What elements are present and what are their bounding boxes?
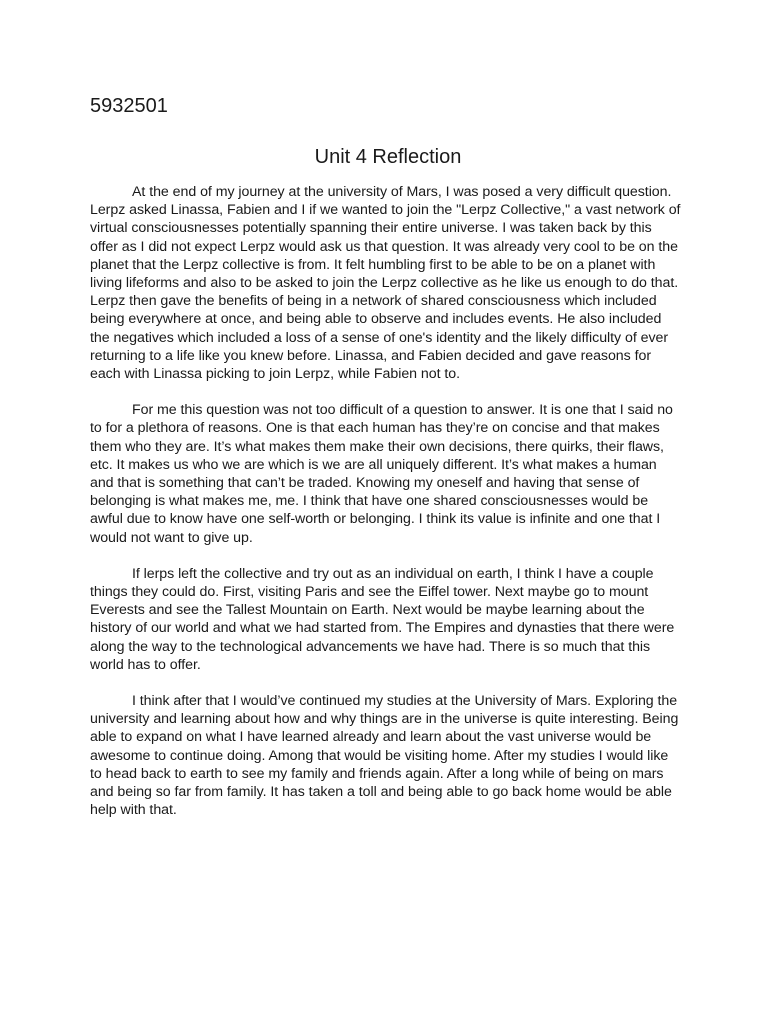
- page-title: Unit 4 Reflection: [314, 146, 462, 168]
- paragraph-3: If lerps left the collective and try out as an individual on earth, I think I have a couple things they could do. First, visiting Paris and see the Eiffel tower. Next maybe go to mount Everests and see the Tallest Mountain on Earth. Next would be maybe learning about the history of our world and what we had started from. The Empires and dynasties that there were along the way to the technological advancements we have had. There is so much that this world has to offer.: [90, 565, 675, 673]
- student-id: 5932501: [90, 95, 168, 117]
- paragraph-1: At the end of my journey at the university of Mars, I was posed a very difficult question. Lerpz asked Linassa, Fabien and I if we wanted to join the "Lerpz Collective," a vast network of virtual consciousnesses potentially spanning their entire universe. I was taken back by this offer as I did not expect Lerpz would ask us that question. It was already very cool to be on the planet that the Lerpz collective is from. It felt humbling first to be able to be on a planet with living lifeforms and also to be asked to join the Lerpz collective as he like us enough to do that. Lerpz then gave the benefits of being in a network of shared consciousness which included being everywhere at once, and being able to observe and includes events. He also included the negatives which included a loss of a sense of one's identity and the likely difficulty of ever returning to a life like you knew before. Linassa, and Fabien decided and gave reasons for each with Linassa picking to join Lerpz, while Fabien not to.: [90, 184, 681, 383]
- paragraph-4: I think after that I would’ve continued my studies at the University of Mars. Exploring the university and learning about how and why things are in the universe is quite interesting. Being able to expand on what I have learned already and learn about the vast universe would be awesome to continue doing. Among that would be visiting home. After my studies I would like to head back to earth to see my family and friends again. After a long while of being on mars and being so far from family. It has taken a toll and being able to go back home would be able help with that.: [90, 693, 679, 819]
- essay-body: [90, 183, 682, 838]
- paragraph-2: For me this question was not too difficult of a question to answer. It is one that I said no to for a plethora of reasons. One is that each human has they’re on concise and that makes them who they are. It’s what makes them make their own decisions, there quirks, their flaws, etc. It makes us who we are which is we are all uniquely different. It’s what makes a human and that is something that can’t be traded. Knowing my oneself and having that sense of belonging is what makes me, me. I think that have one shared consciousnesses would be awful due to know have one self-worth or belonging. I think its value is infinite and one that I would not want to give up.: [90, 402, 673, 546]
